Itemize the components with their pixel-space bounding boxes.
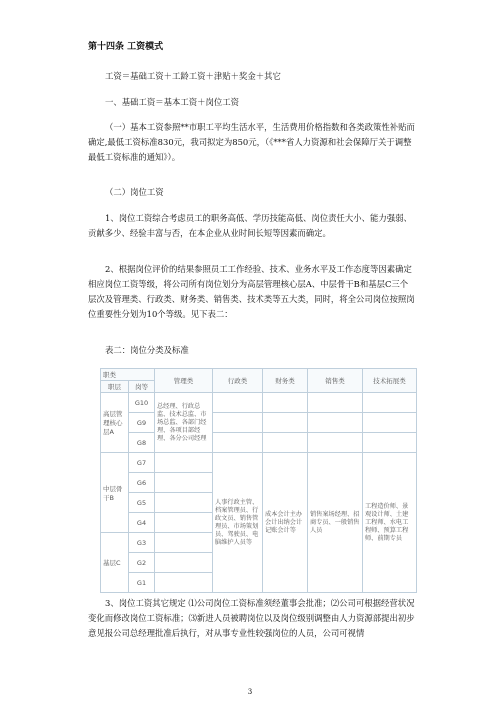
article-title: 第十四条 工资模式: [88, 42, 164, 52]
header-zhiceng: 职层: [101, 381, 129, 393]
para-other-rules: 3、岗位工资其它规定 ⑴公司岗位工资标准须经董事会批准；⑵公司可根据经营状况变化而修改岗位工资标准；⑶新进人员被聘岗位以及岗位级别调整由人力资源部提出初步意见报公司总经理批准后执行，对从事专业性较强岗位的人员，公司可视情: [88, 598, 415, 638]
section-basic-wage: 一、基础工资＝基本工资＋岗位工资: [105, 97, 239, 107]
layer-a-label: 高层管理核心层A: [101, 393, 129, 453]
header-zhilei: 职类: [101, 369, 155, 381]
table-caption: 表二：岗位分类及标准: [105, 345, 189, 355]
sales-b-positions: 销售案场经理、招商专员、一般销售人员: [308, 453, 363, 593]
para-position-wage-2: 2、根据岗位评价的结果参照员工工作经验、技术、业务水平及工作态度等因素确定相应岗位工资等级，将公司所有岗位划分为高层管理核心层A、中层骨干B和基层C三个层次及管理类、行政类、财务类、销售类、技术类等五大类，同时，将全公司岗位按照岗位重要性分划为10个等级。见下表二：: [88, 264, 415, 319]
header-xingzheng: 行政类: [213, 369, 263, 393]
finance-b-positions: 成本会计主办会计出纳会计记账会计等: [263, 453, 308, 593]
para-basic-salary: （一）基本工资参照**市职工平均生活水平，生活费用价格指数和各类政策性补贴而确定,最低工资标准830元，我司拟定为850元，（《***省人力资源和社会保障厅关于调整最低工资标准的通知》）。: [88, 122, 415, 162]
grade-g3: G3: [129, 533, 155, 553]
grade-g7: G7: [129, 453, 155, 473]
para-position-wage-1: 1、岗位工资综合考虑员工的职务高低、学历技能高低、岗位责任大小、能力强弱、贡献多少、经验丰富与否，在本企业从业时间长短等因素而确定。: [88, 213, 412, 238]
admin-b-positions: 人事行政主管、档案管理员、行政文员、销售管理员、市场策划员、驾驶员、电脑维护人员等: [213, 453, 263, 593]
mgmt-a-positions: 总经理、行政总监、技术总监、市场总监、各部门经理、各项目部经理、各分公司经理: [155, 393, 213, 453]
header-gangdeng: 岗等: [129, 381, 155, 393]
sub-position-wage: （二）岗位工资: [105, 187, 164, 197]
grade-g6: G6: [129, 473, 155, 493]
layer-b-label: 中层骨干B: [101, 453, 129, 533]
header-caiwu: 财务类: [263, 369, 308, 393]
header-xiaoshou: 销售类: [308, 369, 363, 393]
grade-g9: G9: [129, 413, 155, 433]
tech-b-positions: 工程造价师、景观设计师、土建工程师、水电工程师、预算工程师、前期专员: [363, 453, 417, 593]
wage-formula: 工资＝基础工资＋工龄工资＋津贴＋奖金＋其它: [105, 71, 281, 81]
position-classification-table: [100, 368, 417, 593]
layer-c-label: 基层C: [101, 533, 129, 593]
grade-g2: G2: [129, 553, 155, 573]
page-number: 3: [247, 688, 253, 696]
grade-g1: G1: [129, 573, 155, 593]
grade-g8: G8: [129, 433, 155, 453]
header-jishu: 技术拓展类: [363, 369, 417, 393]
header-guanli: 管理类: [155, 369, 213, 393]
grade-g5: G5: [129, 493, 155, 513]
grade-g4: G4: [129, 513, 155, 533]
grade-g10: G10: [129, 393, 155, 413]
